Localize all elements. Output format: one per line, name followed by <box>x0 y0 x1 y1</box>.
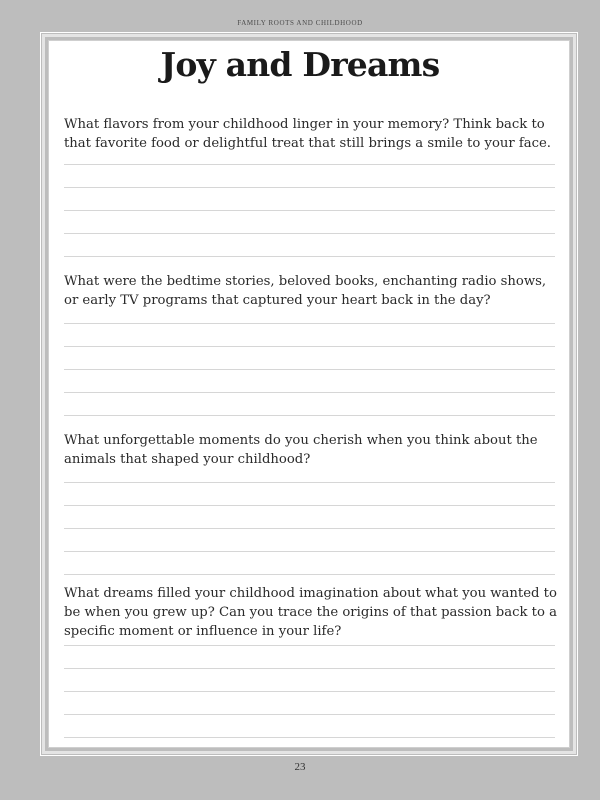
answer-line[interactable] <box>64 574 555 575</box>
running-header: FAMILY ROOTS AND CHILDHOOD <box>237 19 363 27</box>
answer-line[interactable] <box>64 691 555 692</box>
answer-line[interactable] <box>64 392 555 393</box>
answer-line[interactable] <box>64 210 555 211</box>
answer-line[interactable] <box>64 668 555 669</box>
answer-line[interactable] <box>64 346 555 347</box>
answer-line[interactable] <box>64 528 555 529</box>
question-2: What were the bedtime stories, beloved books, enchanting radio shows, or early TV programs that captured your heart back in the day? <box>64 274 547 308</box>
answer-line[interactable] <box>64 551 555 552</box>
page-title: Joy and Dreams <box>160 45 440 84</box>
question-4: What dreams filled your childhood imagination about what you wanted to be when you grew up? Can you trace the origins of that passion back to a specific moment or influence in your life? <box>64 586 557 639</box>
answer-line[interactable] <box>64 415 555 416</box>
question-1: What flavors from your childhood linger in your memory? Think back to that favorite food or delightful treat that still brings a smile to your face. <box>64 117 551 151</box>
question-3: What unforgettable moments do you cherish when you think about the animals that shaped your childhood? <box>64 433 538 467</box>
answer-line[interactable] <box>64 645 555 646</box>
answer-line[interactable] <box>64 164 555 165</box>
answer-line[interactable] <box>64 323 555 324</box>
page-number: 23 <box>294 761 306 773</box>
answer-line[interactable] <box>64 714 555 715</box>
answer-line[interactable] <box>64 505 555 506</box>
answer-line[interactable] <box>64 256 555 257</box>
answer-line[interactable] <box>64 187 555 188</box>
answer-line[interactable] <box>64 233 555 234</box>
answer-line[interactable] <box>64 482 555 483</box>
answer-line[interactable] <box>64 737 555 738</box>
answer-line[interactable] <box>64 369 555 370</box>
